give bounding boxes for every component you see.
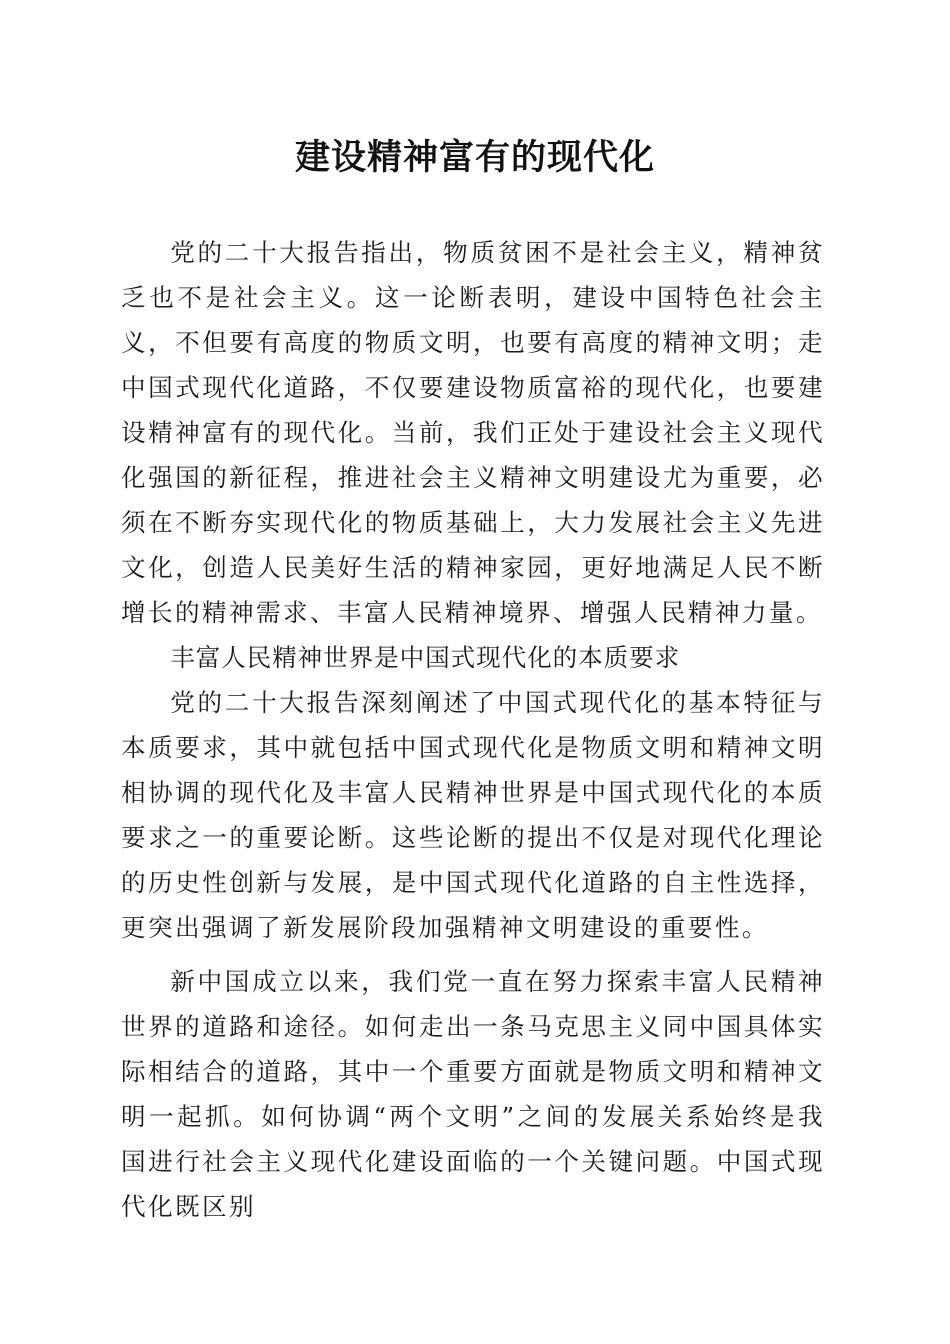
paragraph-essential-requirement: 党的二十大报告深刻阐述了中国式现代化的基本特征与本质要求，其中就包括中国式现代化是物质文明和精神文明相协调的现代化及丰富人民精神世界是中国式现代化的本质要求之一的重要论断。这些论断的提出不仅是对现代化理论的历史性创新与发展，是中国式现代化道路的自主性选择，更突出强调了新发展阶段加强精神文明建设的重要性。 [121, 688, 825, 942]
paragraph-intro: 党的二十大报告指出，物质贫困不是社会主义，精神贫乏也不是社会主义。这一论断表明，建设中国特色社会主义，不但要有高度的物质文明，也要有高度的精神文明；走中国式现代化道路，不仅要建设物质富裕的现代化，也要建设精神富有的现代化。当前，我们正处于建设社会主义现代化强国的新征程，推进社会主义精神文明建设尤为重要，必须在不断夯实现代化的物质基础上，大力发展社会主义先进文化，创造人民美好生活的精神家园，更好地满足人民不断增长的精神需求、丰富人民精神境界、增强人民精神力量。 [121, 238, 825, 627]
document-body [121, 230, 825, 1229]
section-heading: 丰富人民精神世界是中国式现代化的本质要求 [170, 643, 681, 672]
paragraph-exploration: 新中国成立以来，我们党一直在努力探索丰富人民精神世界的道路和途径。如何走出一条马克思主义同中国具体实际相结合的道路，其中一个重要方面就是物质文明和精神文明一起抓。如何协调“两个文明”之间的发展关系始终是我国进行社会主义现代化建设面临的一个关键问题。中国式现代化既区别 [121, 967, 825, 1221]
document-title: 建设精神富有的现代化 [294, 137, 655, 178]
